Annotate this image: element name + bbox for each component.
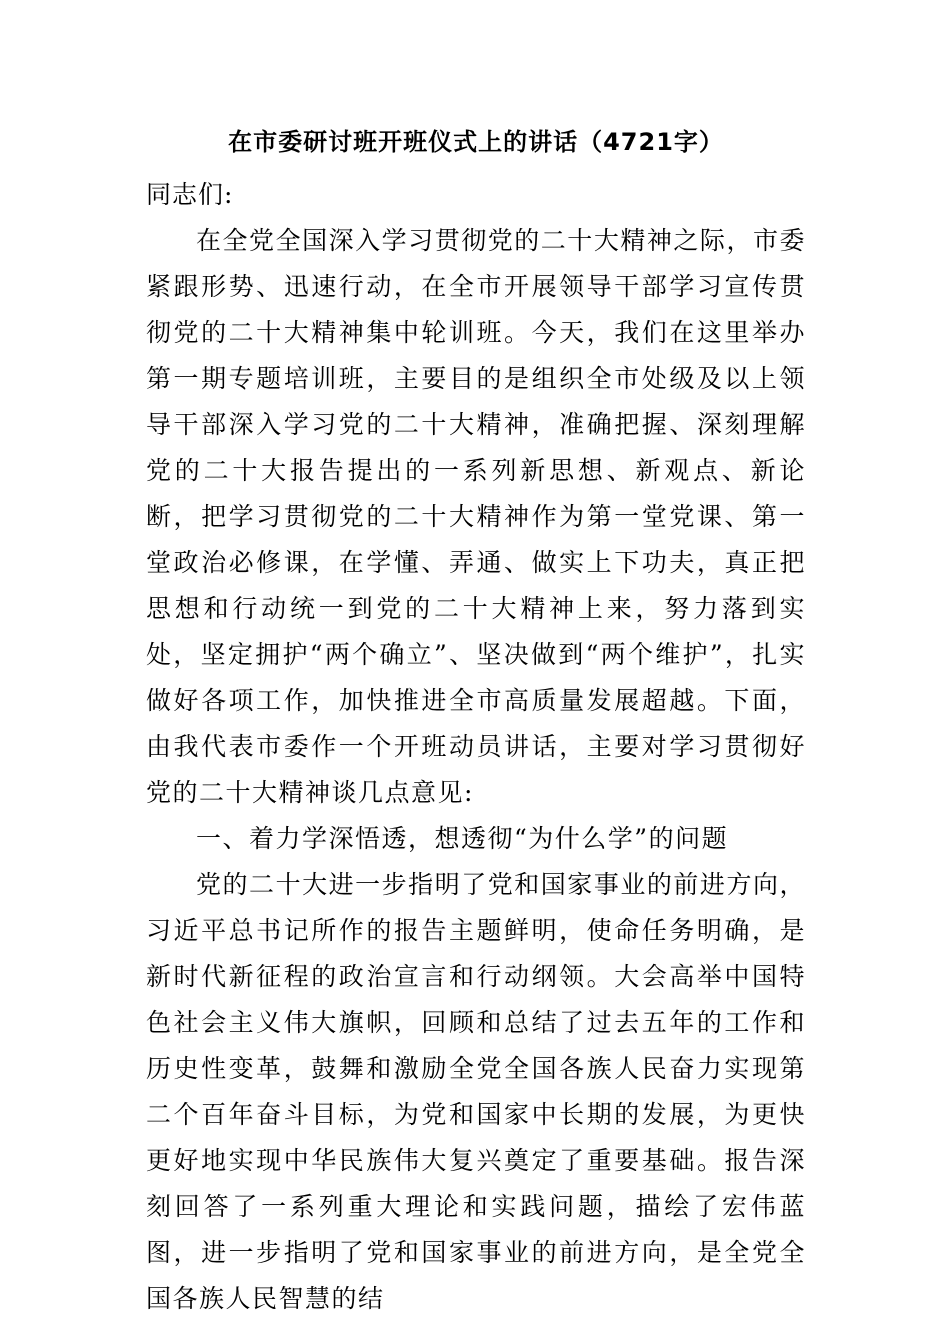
section-heading: 一、着力学深悟透，想透彻“为什么学”的问题 xyxy=(196,824,729,853)
section-paragraph: 党的二十大进一步指明了党和国家事业的前进方向，习近平总书记所作的报告主题鲜明，使命任务明确，是新时代新征程的政治宣言和行动纲领。大会高举中国特色社会主义伟大旗帜，回顾和总结了过去五年的工作和历史性变革，鼓舞和激励全党全国各族人民奋力实现第二个百年奋斗目标，为党和国家中长期的发展，为更快更好地实现中华民族伟大复兴奠定了重要基础。报告深刻回答了一系列重大理论和实践问题，描绘了宏伟蓝图，进一步指明了党和国家事业的前进方向，是全党全国各族人民智慧的结 xyxy=(146,870,806,1313)
document-page xyxy=(146,112,806,1322)
salutation: 同志们: xyxy=(146,180,234,209)
document-title: 在市委研讨班开班仪式上的讲话（4721字） xyxy=(228,128,724,156)
intro-paragraph: 在全党全国深入学习贯彻党的二十大精神之际，市委紧跟形势、迅速行动，在全市开展领导干部学习宣传贯彻党的二十大精神集中轮训班。今天，我们在这里举办第一期专题培训班，主要目的是组织全市处级及以上领导干部深入学习党的二十大精神，准确把握、深刻理解党的二十大报告提出的一系列新思想、新观点、新论断，把学习贯彻党的二十大精神作为第一堂党课、第一堂政治必修课，在学懂、弄通、做实上下功夫，真正把思想和行动统一到党的二十大精神上来，努力落到实处，坚定拥护“两个确立”、坚决做到“两个维护”，扎实做好各项工作，加快推进全市高质量发展超越。下面，由我代表市委作一个开班动员讲话，主要对学习贯彻好党的二十大精神谈几点意见: xyxy=(146,226,807,807)
